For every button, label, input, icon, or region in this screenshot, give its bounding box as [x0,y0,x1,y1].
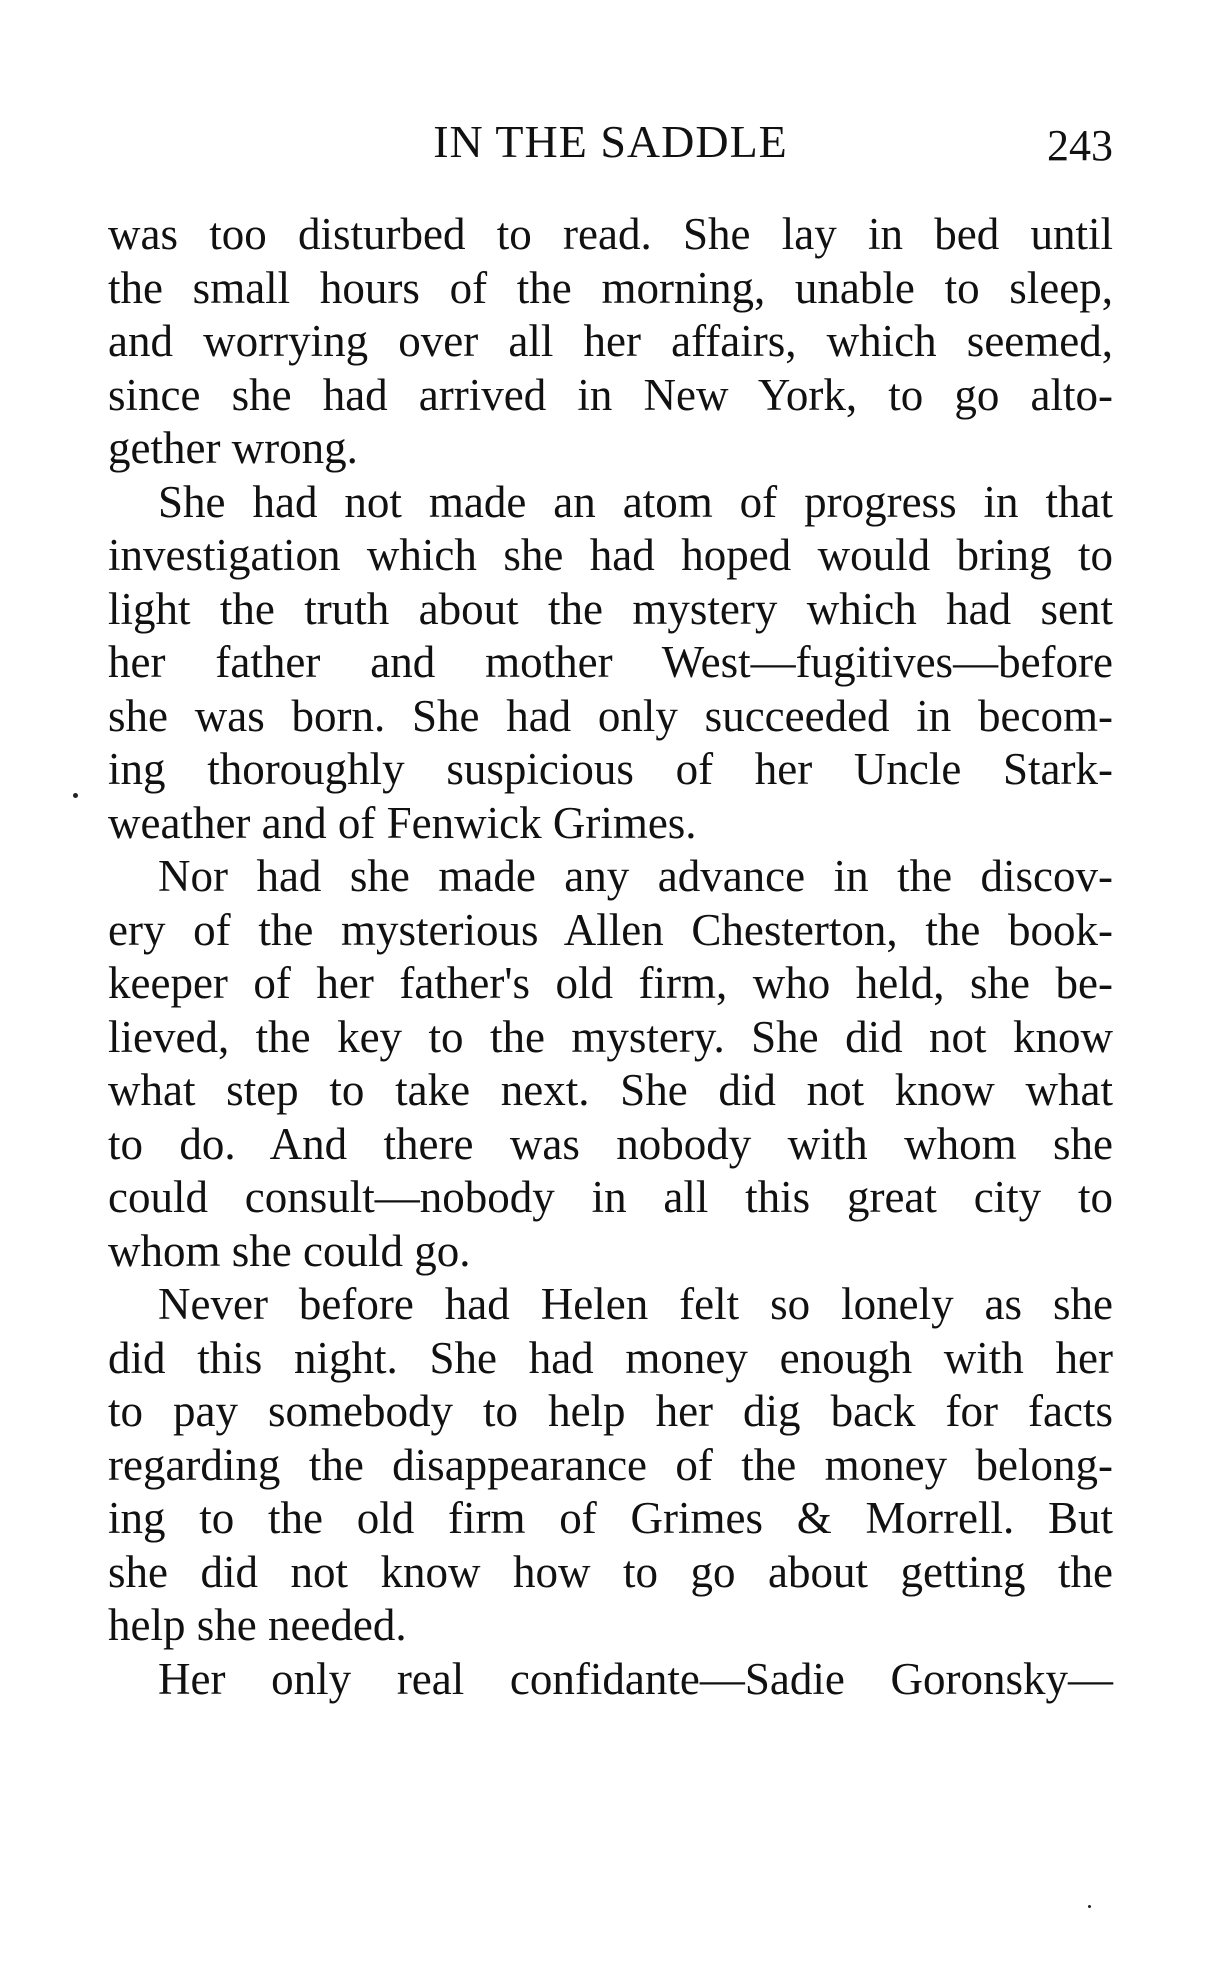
text-line: ing thoroughly suspicious of her Uncle Stark- [108,744,1113,794]
text-line: whom she could go. [108,1225,471,1276]
text-line: was too disturbed to read. She lay in bed until [108,209,1113,259]
text-line: to pay somebody to help her dig back for facts [108,1386,1113,1436]
running-title: IN THE SADDLE [433,116,788,167]
text-line: could consult—nobody in all this great city to [108,1172,1113,1222]
text-line: gether wrong. [108,423,358,473]
body-text [108,208,1113,1706]
print-speck [73,793,78,798]
text-line: and worrying over all her affairs, which seemed, [108,316,1113,366]
text-line: since she had arrived in New York, to go alto- [108,369,1113,420]
text-line: to do. And there was nobody with whom she [108,1118,1113,1169]
text-line: regarding the disappearance of the money belong- [108,1439,1113,1490]
running-head [108,112,1113,172]
text-line: she was born. She had only succeeded in becom- [108,690,1113,741]
text-line: the small hours of the morning, unable to sleep, [108,262,1113,313]
text-line: did this night. She had money enough with her [108,1332,1113,1383]
text-line: keeper of her father's old firm, who held, she be- [108,958,1113,1008]
text-line: Nor had she made any advance in the discov- [158,851,1113,901]
text-line: help she needed. [108,1600,407,1650]
page-number: 243 [1047,121,1113,170]
text-line: investigation which she had hoped would bring to [108,530,1113,580]
text-line: her father and mother West—fugitives—before [108,637,1113,687]
text-line: light the truth about the mystery which had sent [108,583,1113,634]
text-line: lieved, the key to the mystery. She did not know [108,1011,1113,1062]
print-speck [1088,1905,1091,1908]
text-line: weather and of Fenwick Grimes. [108,797,697,848]
text-line: She had not made an atom of progress in that [158,476,1113,527]
text-line: ery of the mysterious Allen Chesterton, the book- [108,904,1113,955]
text-line: Her only real confidante—Sadie Goronsky— [158,1653,1113,1704]
text-line: Never before had Helen felt so lonely as she [158,1279,1113,1329]
text-line: what step to take next. She did not know what [108,1065,1113,1115]
text-line: she did not know how to go about getting the [108,1546,1113,1597]
text-line: ing to the old firm of Grimes & Morrell. But [108,1493,1113,1543]
